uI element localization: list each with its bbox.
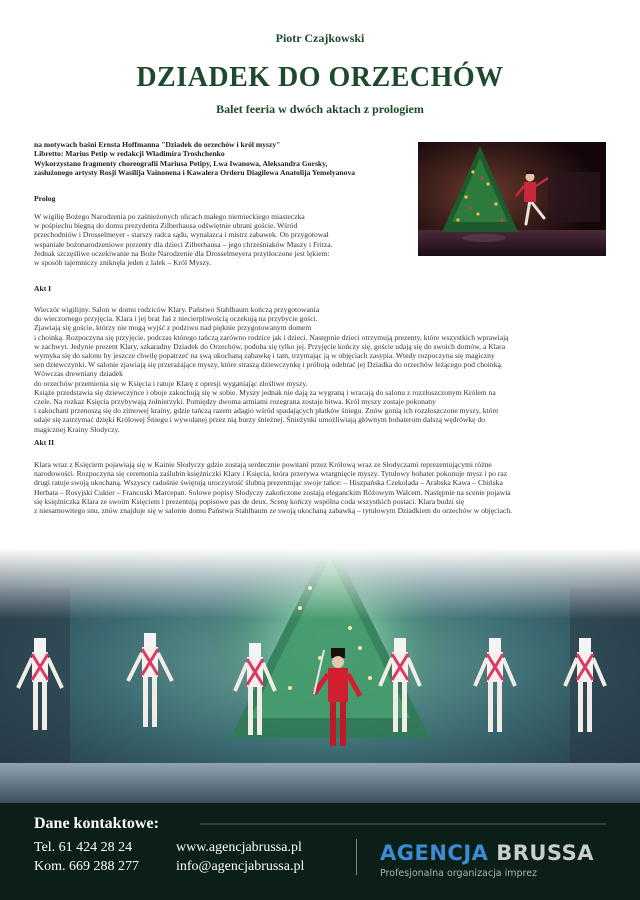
website-link[interactable]: www.agencjabrussa.pl [176, 840, 302, 855]
act1-line: wymyka się do salonu by jeszcze chwilę popatrzeć na swą ukochaną zabawkę i tam, trzymając ją w objęciach zasypia. Wtedy rozpoczyna się magiczny [34, 351, 495, 361]
act1-heading: Akt I [34, 284, 52, 293]
act1-line: czele. Na rozkaz Księcia przybywają żołnierzyki. Pomiędzy dwoma armiami rozegrana zostaje bitwa. Król myszy zostaje pokonany [34, 397, 436, 407]
author-name: Piotr Czajkowski [275, 31, 365, 45]
act2-line: Klara wraz z Księciem pojawiają się w Kainie Słodyczy gdzie zostają serdecznie powitani przez Królową wraz ze Słodyczami reprezentującymi różne [34, 460, 492, 469]
act2-paragraph [34, 460, 606, 515]
christmas-tree-scene-image [418, 142, 606, 256]
prolog-line: w pośpiechu biegną do domu prezydenta Zilberhausa odświętnie ubrani goście. Wśród [34, 221, 298, 231]
footer-divider [356, 839, 357, 875]
act1-line: sen dziewczynki. W salonie zjawiają się przerażające myszy, które straszą dziewczynkę i próbują odebrać jej Dziadka do orzechów leżącego pod choinką. [34, 360, 503, 370]
act1-line: do orzechów przemienia się w Księcia i ratuje Klarę z opresji wyganiając złośliwe myszy. [34, 378, 308, 388]
act1-line: do wieczornego przyjęcia. Klara i jej brat Jaś z niecierpliwością oczekują na przybycie gości. [34, 314, 318, 324]
act2-line: z niesamowitego snu, znów znajduje się w salonie domu Państwa Stahlbaum ze swoją ukochaną zabawką – tytułowym Dziadkiem do orzechów w objęciach. [34, 506, 513, 516]
credits-line: zasłużonego artysty Rosji Wasilija Vainonena i Kawalera Orderu Diagilewa Anatolija Yemelyanova [34, 167, 356, 177]
ballet-stage-photo [0, 548, 640, 803]
act1-paragraph [34, 305, 606, 434]
act1-line: udaje się zatrzymać dzięki Królowej Śniegu i wywołanej przez nią burzy śnieżnej. Śnieżynki umożliwiają głównym bohaterom dalszą wędrówkę do [34, 415, 486, 425]
contact-footer [0, 803, 640, 900]
act1-line: i zakochani przenoszą się do zimowej krainy, gdzie tańczą razem adagio wśród spadających płatków śniegu. Znów gonią ich rozzłoszczone myszy, które [34, 406, 499, 416]
act1-line: Wieczór wigilijny. Salon w domu rodziców Klary. Państwo Stahlbaum kończą przygotowania [34, 305, 320, 314]
contact-heading: Dane kontaktowe: [34, 815, 159, 832]
ballet-photo-christmas-tree [418, 142, 606, 256]
agency-tagline: Profesjonalna organizacja imprez [380, 868, 538, 879]
prolog-line: przechodniów i Drosselmeyer - starszy radca sądu, wynalazca i mistrz zabawek. On przygotował [34, 230, 329, 240]
credits-line: Libretto: Marius Petip w redakcji Władimira Troshchenko [34, 149, 225, 159]
act1-line: w zachwyt. Jedynie prezent Klary, szkaradny Dziadek do Orzechów, podoba się tylko jej. Przyjęcie kończy się, goście udają się do swoich domów, a Klara [34, 341, 506, 351]
credits-line: na motywach baśni Ernsta Hoffmanna "Dziadek do orzechów i król myszy" [34, 140, 281, 149]
mobile-number: Kom. 669 288 277 [34, 859, 139, 874]
act2-heading: Akt II [34, 438, 55, 447]
contact-heading-rule [200, 823, 606, 825]
credits-line: Wykorzystano fragmenty choreografii Mariusa Petipy, Lwa Iwanowa, Aleksandra Gorsky, [34, 158, 328, 168]
act2-line: się księżniczka Klara ze swoim Księciem i prezentują popisowe pas de deux. Scenę kończy wspólna coda wszystkich postaci. Klara budzi się [34, 496, 465, 506]
email-link[interactable]: info@agencjabrussa.pl [176, 859, 305, 874]
prolog-heading: Prolog [34, 194, 56, 203]
act1-line: Zjawiają się goście, którzy nie mogą wyjść z podziwu nad pięknie przygotowanym domem [34, 323, 312, 333]
page-subtitle: Balet feeria w dwóch aktach z prologiem [216, 102, 424, 116]
prolog-line: W wigilię Bożego Narodzenia po zaśnieżonych ulicach małego niemieckiego miasteczka [34, 212, 305, 221]
act2-line: narodowości. Rozpoczyna się ceremonia zaślubin księżniczki Klary i Księcia, która przerywa wtargnięcie myszy. Tytułowy bohater pokonuje mysz i po raz [34, 469, 508, 479]
prolog-line: wspaniałe bożonarodzeniowe prezenty dla dzieci Zilberhausa – jego chrześniaków Maszy i Fritza. [34, 239, 333, 249]
prolog-line: Jednak szczęśliwe oczekiwanie na Boże Narodzenie dla Drosselmeyera przytłoczone jest lękiem: [34, 248, 330, 258]
act1-line: i choinką. Rozpoczyna się przyjęcie, podczas którego tańczą zarówno rodzice jak i dzieci. Następnie dzieci otrzymują prezenty, które wszystkich wprawiają [34, 332, 509, 342]
agency-logo [380, 841, 594, 865]
credits-block [34, 140, 412, 177]
toy-soldiers-stage-image [0, 548, 640, 803]
prolog-paragraph [34, 212, 406, 267]
brand-name-part1: AGENCJA [380, 841, 489, 865]
act1-line: Wówczas drewniany dziadek [34, 369, 123, 379]
act2-line: drugi ratuje swoją ukochaną. Wszyscy radośnie świętują uroczystość ślubną prezentując swoje tańce: – Hiszpańska Czekolada – Arabska Kawa – Chińska [34, 478, 503, 488]
phone-number: Tel. 61 424 28 24 [34, 840, 133, 855]
act1-line: Książe przedstawia się dziewczynce i oboje zakochują się w sobie. Myszy jednak nie dają za wygraną i wracają do salonu z rozzłoszczonym Królem na [34, 387, 496, 397]
prolog-line: w sposób tajemniczy zniknęła jeden z lalek – Król Myszy. [34, 258, 212, 268]
page-title: DZIADEK DO ORZECHÓW [136, 62, 504, 93]
act1-line: magicznej Krainy Słodyczy. [34, 424, 120, 434]
act2-line: Herbata – Rosyjski Cukier – Francuski Marcepan. Solowe popisy Słodyczy zakończone zostają eleganckim Różowym Walcem. Następnie na scenie pojawia [34, 487, 511, 497]
brand-name-part2: BRUSSA [496, 841, 594, 865]
